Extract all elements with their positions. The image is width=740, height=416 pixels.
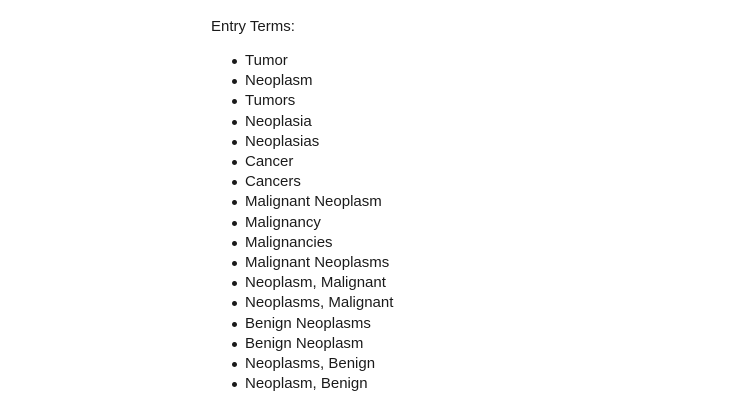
entry-terms-list — [228, 51, 393, 394]
list-item: Benign Neoplasm — [228, 334, 393, 354]
list-item: Cancer — [228, 152, 393, 172]
list-item: Neoplasm, Benign — [228, 374, 393, 394]
list-item: Benign Neoplasms — [228, 314, 393, 334]
list-item: Neoplasms, Malignant — [228, 293, 393, 313]
list-item: Neoplasm, Malignant — [228, 273, 393, 293]
list-item: Neoplasia — [228, 112, 393, 132]
list-item: Malignant Neoplasm — [228, 192, 393, 212]
list-item: Tumors — [228, 91, 393, 111]
list-item: Neoplasms, Benign — [228, 354, 393, 374]
list-item: Malignancy — [228, 213, 393, 233]
list-item: Malignancies — [228, 233, 393, 253]
list-item: Neoplasias — [228, 132, 393, 152]
entry-terms-heading: Entry Terms: — [211, 18, 295, 35]
list-item: Neoplasm — [228, 71, 393, 91]
entry-terms-section — [211, 17, 393, 394]
list-item: Cancers — [228, 172, 393, 192]
list-item: Tumor — [228, 51, 393, 71]
list-item: Malignant Neoplasms — [228, 253, 393, 273]
